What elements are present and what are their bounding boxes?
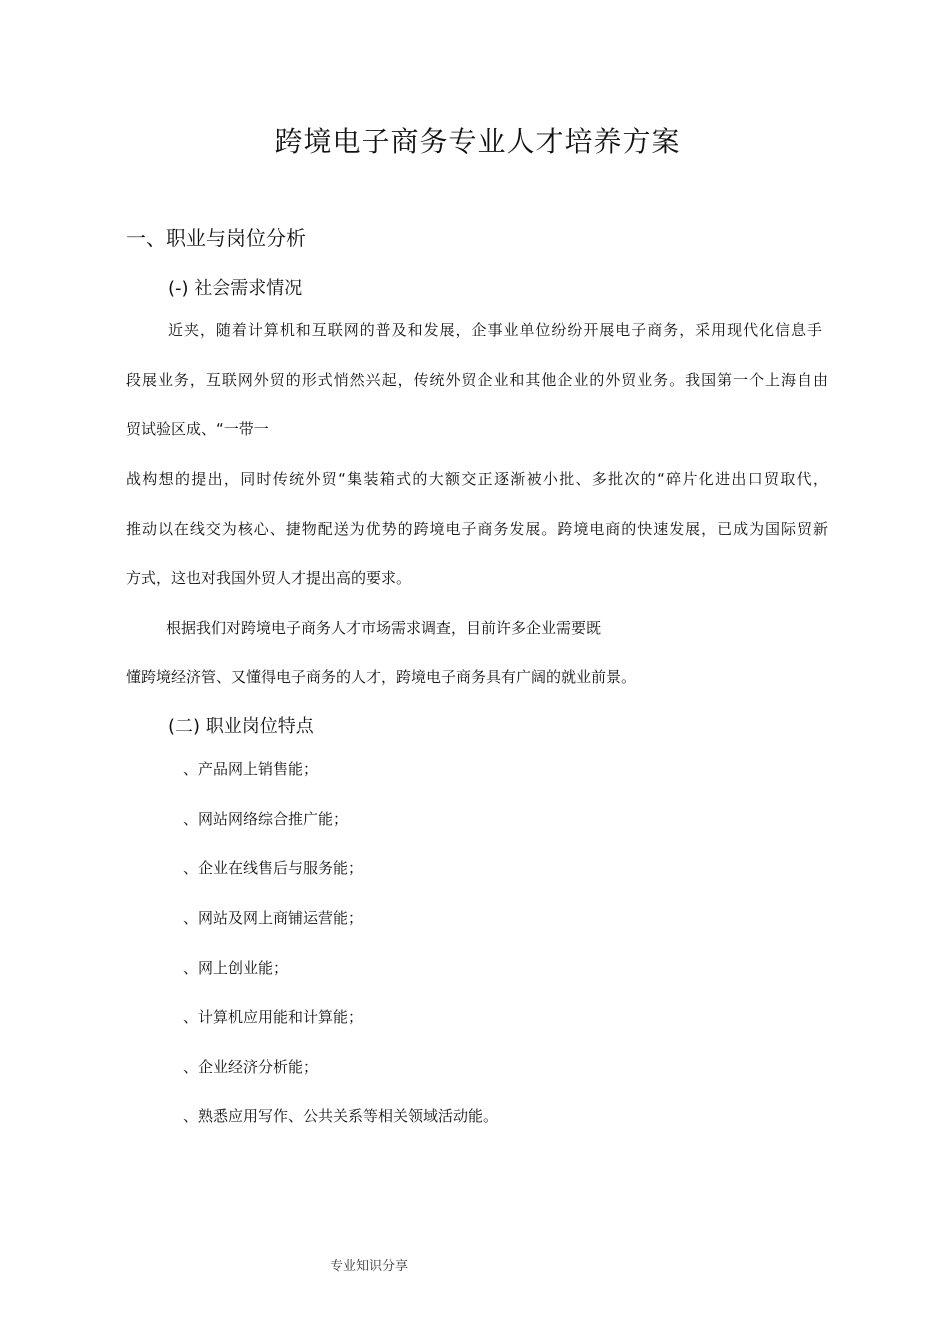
document-title: 跨境电子商务专业人才培养方案: [274, 125, 681, 158]
list-item: 、网上创业能；: [183, 959, 289, 977]
list-item: 、企业经济分析能；: [183, 1058, 319, 1076]
paragraph-line: 近夹，随着计算机和互联网的普及和发展，企事业单位纷纷开展电子商务，采用现代化信息手: [168, 321, 822, 339]
paragraph-line: 贸试验区成、“一带一: [126, 420, 269, 438]
page-footer: 专业知识分享: [330, 1259, 409, 1274]
paragraph-line: 段展业务，互联网外贸的形式悄然兴起，传统外贸企业和其他企业的外贸业务。我国第一个上海自由: [126, 371, 828, 389]
subsection-heading-social-demand: (-) 社会需求情况: [168, 278, 303, 299]
list-item: 、企业在线售后与服务能；: [183, 859, 364, 877]
list-item: 、网站及网上商铺运营能；: [183, 909, 364, 927]
list-item: 、网站网络综合推广能；: [183, 810, 349, 828]
paragraph-line: 方式，这也对我国外贸人才提出高的要求。: [126, 569, 412, 587]
paragraph-line: 推动以在线交为核心、捷物配送为优势的跨境电子商务发展。跨境电商的快速发展，已成为国际贸新: [126, 520, 828, 538]
subsection-heading-job-features: (二) 职业岗位特点: [168, 716, 314, 737]
list-item: 、产品网上销售能；: [183, 760, 319, 778]
paragraph-line: 根据我们对跨境电子商务人才市场需求调查，目前许多企业需要既: [166, 619, 602, 637]
paragraph-line: 懂跨境经济管、又懂得电子商务的人才，跨境电子商务具有广阔的就业前景。: [126, 668, 637, 686]
list-item: 、熟悉应用写作、公共关系等相关领域活动能。: [183, 1107, 499, 1125]
section-heading: 一、职业与岗位分析: [126, 226, 306, 250]
paragraph-line: 战构想的提出，同时传统外贸“集装箱式的大额交正逐渐被小批、多批次的“碎片化进出口贸取代，: [126, 470, 828, 488]
list-item: 、计算机应用能和计算能；: [183, 1008, 364, 1026]
